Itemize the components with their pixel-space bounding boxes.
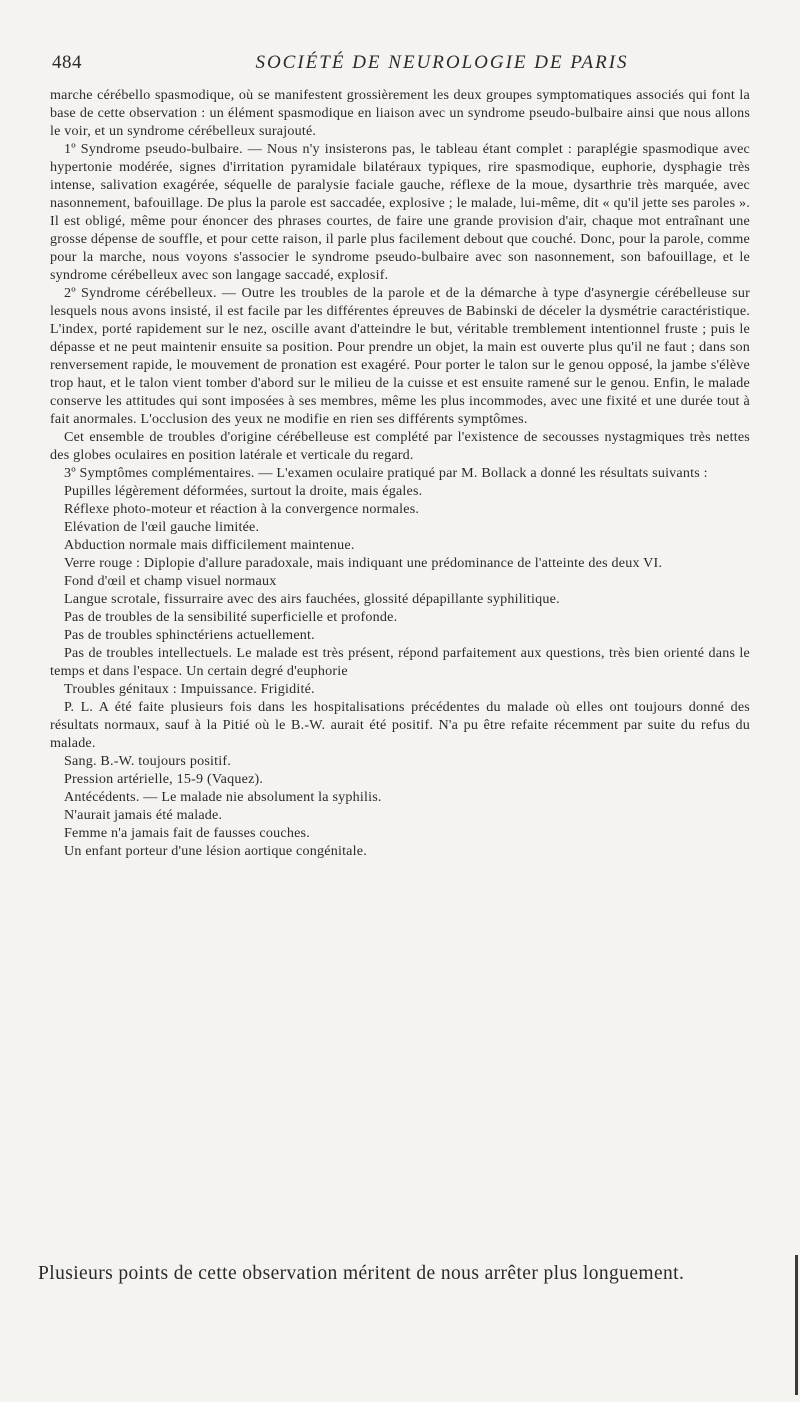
finding-sensibility: Pas de troubles de la sensibilité superficielle et profonde. [64, 609, 398, 625]
page-number: 484 [52, 52, 82, 73]
body-text [50, 86, 750, 860]
paragraph-complementary-symptoms: 3º Symptômes complémentaires. — L'examen oculaire pratiqué par M. Bollack a donné les résultats suivants : [64, 465, 708, 481]
paragraph-pseudo-bulbar-syndrome: 1º Syndrome pseudo-bulbaire. — Nous n'y insisterons pas, le tableau étant complet : paraplégie spasmodique avec hypertonie modérée, signes d'irritation pyramidale bilatéraux typiques, rire spasmodique, euphorie, dysphagie très intense, salivation exagérée, séquelle de paralysie faciale gauche, réflexe de la moue, dysarthrie très marquée, avec nasonnement, bafouillage. De plus la parole est saccadée, explosive ; le malade, lui-même, dit « qu'il jette ses paroles ». Il est obligé, même pour énoncer des phrases courtes, de faire une grande provision d'air, chaque mot entraînant une grosse dépense de souffle, et pour cette raison, il parle plus facilement debout que couché. Donc, pour la parole, comme pour la marche, nous voyons s'associer le syndrome pseudo-bulbaire avec son nasonnement, son bafouillage, et le syndrome cérébelleux avec son langage saccadé, explosif. [50, 141, 751, 283]
history-wife: Femme n'a jamais fait de fausses couches. [64, 825, 310, 841]
paragraph-nystagmus: Cet ensemble de troubles d'origine cérébelleuse est complété par l'existence de secousses nystagmiques très nettes des globes oculaires en position latérale et verticale du regard. [50, 429, 750, 463]
running-title: SOCIÉTÉ DE NEUROLOGIE DE PARIS [255, 52, 629, 73]
closing-statement [38, 1262, 750, 1286]
history-never-ill: N'aurait jamais été malade. [64, 807, 223, 823]
paragraph-cerebellar-syndrome: 2º Syndrome cérébelleux. — Outre les troubles de la parole et de la démarche à type d'asynergie cérébelleuse sur lesquels nous avons insisté, il est facile par les différentes épreuves de Babinski de déceler la dysmétrie caractéristique. L'index, porté rapidement sur le nez, oscille avant d'atteindre le but, véritable tremblement intentionnel fruste ; puis le dépasse et ne peut maintenir ensuite sa position. Pour prendre un objet, la main est ouverte plus qu'il ne faut ; dans son renversement rapide, le mouvement de pronation est exagéré. Pour porter le talon sur le genou opposé, la jambe s'élève trop haut, et le talon vient tomber d'abord sur le milieu de la cuisse et est ensuite ramené sur le genou. Enfin, le malade conserve les attitudes qui sont imposées à ses membres, même les plus incommodes, avec une fixité et une durée tout à fait anormales. L'occlusion des yeux ne modifie en rien ses différents symptômes. [50, 285, 750, 427]
finding-intellect: Pas de troubles intellectuels. Le malade est très présent, répond parfaitement aux questions, très bien orienté dans le temps et dans l'espace. Un certain degré d'euphorie [50, 645, 750, 679]
finding-sphincter: Pas de troubles sphinctériens actuellement. [64, 627, 315, 643]
finding-eye-elevation: Elévation de l'œil gauche limitée. [64, 519, 260, 535]
finding-abduction: Abduction normale mais difficilement maintenue. [64, 537, 355, 553]
finding-pupils: Pupilles légèrement déformées, surtout la droite, mais égales. [64, 483, 423, 499]
finding-photomotor-reflex: Réflexe photo-moteur et réaction à la convergence normales. [64, 501, 420, 517]
finding-red-glass-diplopia: Verre rouge : Diplopie d'allure paradoxale, mais indiquant une prédominance de l'atteinte des deux VI. [64, 555, 663, 571]
finding-genital: Troubles génitaux : Impuissance. Frigidité. [64, 681, 315, 697]
history-syphilis: Antécédents. — Le malade nie absolument la syphilis. [64, 789, 382, 805]
finding-fundus: Fond d'œil et champ visuel normaux [64, 573, 277, 589]
finding-blood-pressure: Pression artérielle, 15-9 (Vaquez). [64, 771, 264, 787]
closing-text: Plusieurs points de cette observation méritent de nous arrêter plus longuement. [38, 1263, 685, 1284]
finding-lumbar-puncture: P. L. A été faite plusieurs fois dans les hospitalisations précédentes du malade où elles ont toujours donné des résultats normaux, sauf à la Pitié où le B.-W. aurait été positif. N'a pu être refaite récemment par suite du refus du malade. [50, 699, 750, 751]
finding-tongue: Langue scrotale, fissurraire avec des airs fauchées, glossité dépapillante syphilitique. [64, 591, 560, 607]
page-header [52, 52, 752, 76]
history-child: Un enfant porteur d'une lésion aortique congénitale. [64, 843, 367, 859]
finding-blood-bw: Sang. B.-W. toujours positif. [64, 753, 231, 769]
paragraph-continuation: marche cérébello spasmodique, où se manifestent grossièrement les deux groupes symptomatiques associés qui font la base de cette observation : un élément spasmodique en liaison avec un syndrome pseudo-bulbaire ainsi que nous allons le voir, et un syndrome cérébelleux surajouté. [50, 87, 750, 139]
scan-edge-mark [795, 1255, 798, 1395]
